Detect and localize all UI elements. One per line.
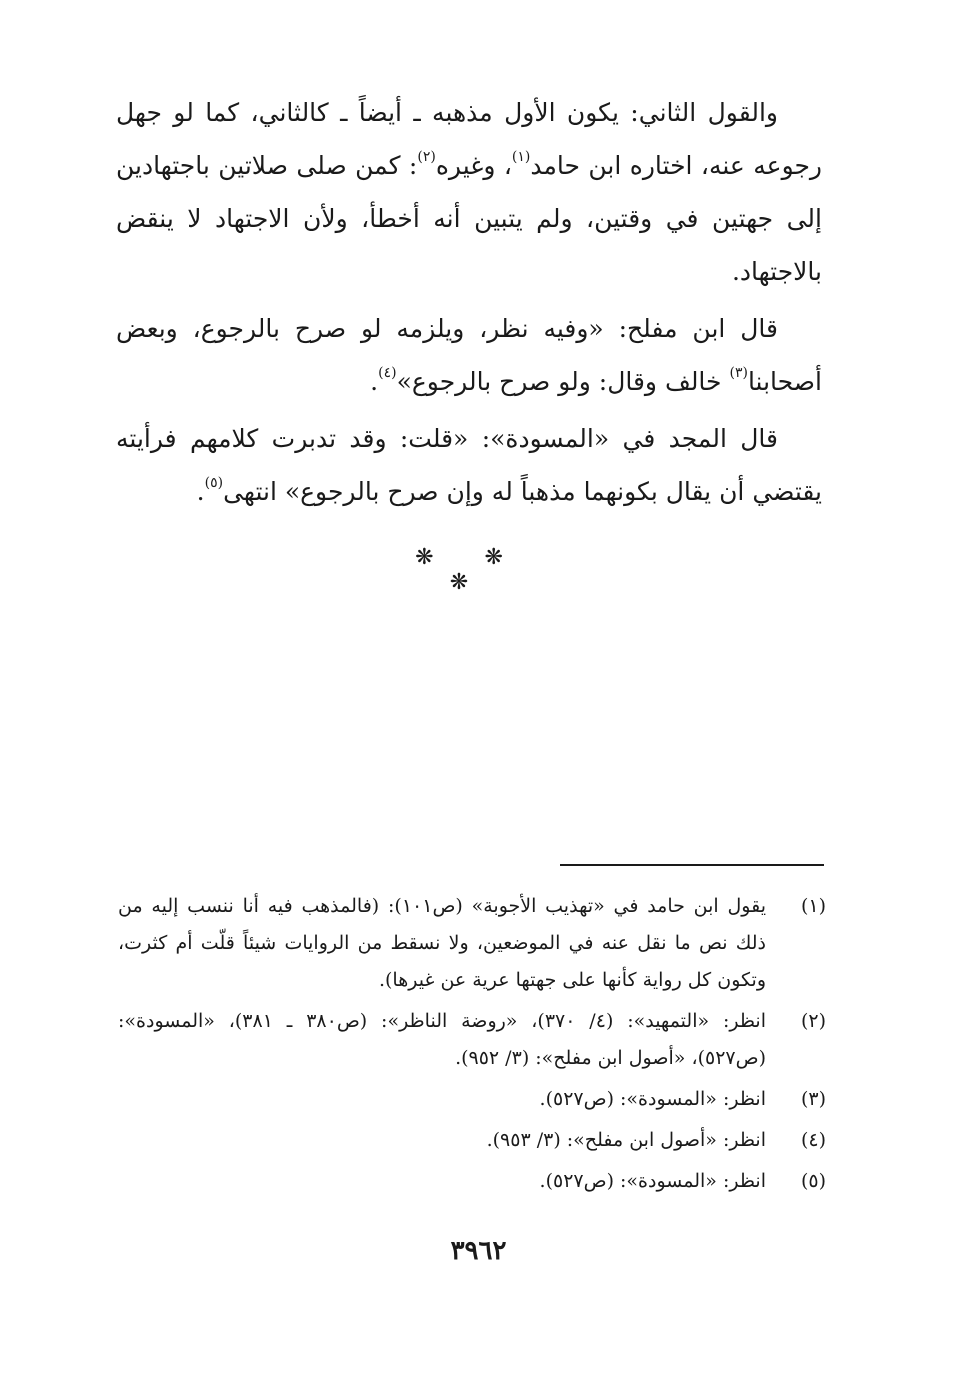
footnote-ref: (٥) — [204, 474, 224, 491]
paragraph-text: والقول الثاني: يكون الأول مذهبه ـ أيضاً ـ كالثاني، كما لو جهل رجوعه عنه، اختاره ابن حامد — [116, 98, 823, 180]
footnote-ref: (٢) — [417, 148, 436, 165]
footnote-ref: (١) — [511, 148, 531, 165]
footnotes — [118, 888, 826, 1204]
footnote-text: انظر: «أصول ابن مفلح»: (٣/ ٩٥٣). — [486, 1129, 766, 1151]
paragraph-text: خالف وقال: ولو صرح بالرجوع» — [396, 367, 730, 396]
paragraph-text: ، وغيره — [435, 151, 512, 180]
footnote-item — [118, 1003, 826, 1077]
footnote-text: انظر: «المسودة»: (ص٥٢٧). — [539, 1170, 766, 1192]
footnote-number: (٢) — [800, 1010, 826, 1032]
footnote-number: (٥) — [800, 1170, 826, 1192]
footnote-item — [118, 888, 826, 999]
paragraph-text: . — [196, 477, 205, 506]
footnote-ref: (٣) — [729, 364, 748, 381]
footnote-number: (١) — [800, 895, 826, 917]
paragraph-text: قال ابن مفلح: «وفيه نظر، ويلزمه لو صرح بالرجوع، وبعض أصحابنا — [116, 314, 822, 396]
paragraph-text: : كمن صلى صلاتين باجتهادين إلى جهتين في وقتين، ولم يتبين أنه أخطأ، ولأن الاجتهاد لا ينقض بالاجتهاد. — [116, 151, 822, 286]
paragraph-1 — [116, 86, 822, 298]
footnote-number: (٣) — [800, 1088, 826, 1110]
footnote-number: (٤) — [800, 1129, 826, 1151]
footnote-item — [118, 1163, 826, 1200]
paragraph-2 — [116, 302, 822, 408]
paragraph-text: . — [370, 367, 379, 396]
main-text — [116, 86, 822, 522]
footnote-text: يقول ابن حامد في «تهذيب الأجوبة» (ص١٠١): (فالمذهب فيه أنا ننسب إليه من ذلك نص ما نقل عنه في الموضعين، ولا نسقط من الروايات شيئاً قلّت أم كثرت، وتكون كل رواية كأنها على جهتها عرية عن غيرها). — [118, 895, 767, 991]
footnote-text: انظر: «التمهيد»: (٤/ ٣٧٠)، «روضة الناظر»: (ص٣٨٠ ـ ٣٨١)، «المسودة»: (ص٥٢٧)، «أصول ابن مفلح»: (٣/ ٩٥٢). — [118, 1010, 766, 1069]
footnote-item — [118, 1122, 826, 1159]
section-separator-stars: ❋ ❋ ❋ — [415, 545, 525, 595]
footnote-item — [118, 1081, 826, 1118]
paragraph-text: قال المجد في «المسودة»: «قلت: وقد تدبرت كلامهم فرأيته يقتضي أن يقال بكونهما مذهباً له وإن صرح بالرجوع» انتهى — [116, 424, 822, 506]
paragraph-3 — [116, 412, 822, 518]
footnote-text: انظر: «المسودة»: (ص٥٢٧). — [539, 1088, 766, 1110]
footnote-divider — [560, 864, 824, 866]
page-number: ٣٩٦٢ — [450, 1236, 507, 1266]
footnote-ref: (٤) — [378, 364, 397, 381]
